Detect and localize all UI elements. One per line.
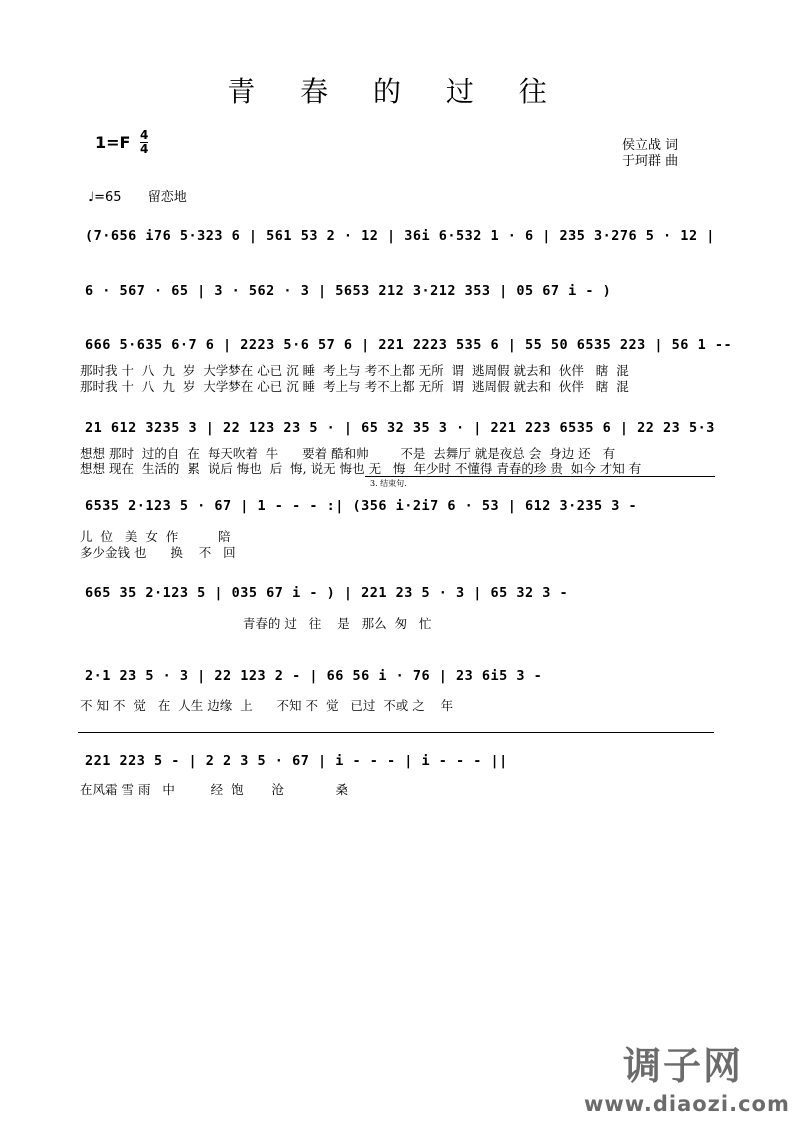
key-signature: 1=F bbox=[95, 133, 131, 152]
composer: 于珂群 曲 bbox=[622, 154, 679, 169]
notation-line-2: 6 · 567 · 65 | 3 · 562 · 3 | 5653 212 3·212 353 | 05 67 i - ) bbox=[85, 283, 612, 299]
song-title: 青 春 的 过 往 bbox=[227, 75, 565, 108]
lyric-line-5-verse-1: 儿 位 美 女 作 陪 bbox=[80, 529, 231, 544]
time-signature-bottom: 4 bbox=[140, 142, 149, 156]
lyricist: 侯立战 词 bbox=[622, 138, 679, 153]
notation-line-6: 665 35 2·123 5 | 035 67 i - ) | 221 23 5 · 3 | 65 32 3 - bbox=[85, 585, 569, 601]
lyric-line-3-verse-1: 那时我 十 八 九 岁 大学梦在 心已 沉 睡 考上与 考不上都 无所 谓 逃周假 就去和 伙伴 瞎 混 bbox=[80, 363, 629, 378]
watermark-logo: 调子网 bbox=[623, 1044, 744, 1088]
notation-line-4: 21 612 3235 3 | 22 123 23 5 · | 65 32 35 3 · | 221 223 6535 6 | 22 23 5·3 bbox=[85, 420, 715, 436]
tempo-bpm: ♩=65 bbox=[88, 190, 122, 205]
notation-line-7: 2·1 23 5 · 3 | 22 123 2 - | 66 56 i · 76 | 23 6i5 3 - bbox=[85, 668, 543, 684]
lyric-line-8: 在风霜 雪 雨 中 经 饱 沧 桑 bbox=[80, 782, 349, 797]
lyric-line-4-verse-2: 想想 现在 生活的 累 说后 悔也 后 悔, 说无 悔也 无 悔 年少时 不懂得 青春的珍 贵 如今 才知 有 bbox=[80, 461, 642, 476]
time-signature bbox=[140, 129, 148, 156]
expression-mark: 留恋地 bbox=[147, 190, 187, 205]
notation-line-1: (7·656 i76 5·323 6 | 561 53 2 · 12 | 36i 6·532 1 · 6 | 235 3·276 5 · 12 | bbox=[85, 228, 715, 244]
lyric-line-7: 不 知 不 觉 在 人生 边缘 上 不知 不 觉 已过 不或 之 年 bbox=[80, 698, 454, 713]
notation-line-5: 6535 2·123 5 · 67 | 1 - - - :| (356 i·2i7 6 · 53 | 612 3·235 3 - bbox=[85, 498, 638, 514]
notation-line-3: 666 5·635 6·7 6 | 2223 5·6 57 6 | 221 2223 535 6 | 55 50 6535 223 | 56 1 -- bbox=[85, 337, 733, 353]
watermark-url: www.diaozi.com bbox=[584, 1092, 790, 1116]
notation-line-8: 221 223 5 - | 2 2 3 5 · 67 | i - - - | i - - - || bbox=[85, 753, 508, 769]
lyric-line-5-verse-2: 多少金钱 也 换 不 回 bbox=[80, 545, 236, 560]
lyric-line-3-verse-2: 那时我 十 八 九 岁 大学梦在 心已 沉 睡 考上与 考不上都 无所 谓 逃周假 就去和 伙伴 瞎 混 bbox=[80, 379, 629, 394]
lyric-line-6: 青春的 过 往 是 那么 匆 忙 bbox=[80, 616, 432, 631]
tempo-marking bbox=[88, 186, 209, 205]
credits bbox=[622, 138, 678, 170]
lyric-line-4-verse-1: 想想 那时 过的自 在 每天吹着 牛 要着 酷和帅 不是 去舞厅 就是夜总 会 身边 还 有 bbox=[80, 446, 616, 461]
ending-label: 3. 结束句. bbox=[370, 479, 407, 488]
time-signature-top: 4 bbox=[140, 128, 149, 142]
phrase-bracket bbox=[78, 732, 714, 733]
ending-bracket bbox=[365, 476, 715, 477]
